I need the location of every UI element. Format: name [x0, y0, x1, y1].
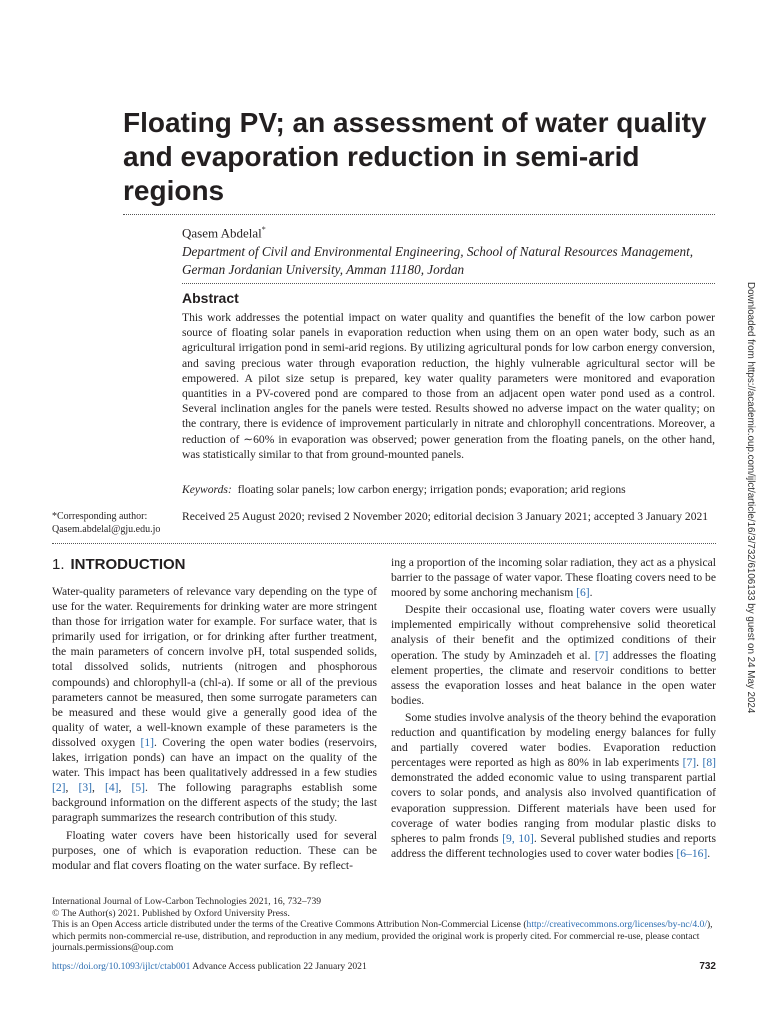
footer-notes: [52, 896, 716, 954]
download-notice: Downloaded from https://academic.oup.com/ijlct/article/16/3/732/6106133 by guest on 24 May 2024: [745, 282, 756, 714]
copyright: © The Author(s) 2021. Published by Oxford University Press.: [52, 907, 290, 919]
section-title: INTRODUCTION: [70, 556, 186, 573]
citation-link[interactable]: [4]: [105, 781, 119, 795]
license-part: ), which permits non-commercial re-use, distribution, and reproduction in any medium, provided the original work is properly cited. For commercial re-use, please contact journals.permissions@oup.com: [52, 919, 713, 954]
section-number: 1.: [52, 556, 65, 573]
corresponding-email[interactable]: Qasem.abdelal@gju.edu.jo: [52, 524, 161, 535]
author-line: [182, 225, 266, 241]
article-title: Floating PV; an assessment of water quality and evaporation reduction in semi-arid regions: [123, 107, 707, 206]
paragraph: Despite their occasional use, floating water covers were usually implemented empirically without comprehensive solid theoretical analysis of their benefit and the optimized conditions of their operation. The study by Aminzadeh et al. [7] addresses the floating element properties, the climate and reservoir conditions to better assess the evaporation losses and heat balance in the open water bodies.: [391, 603, 716, 707]
keywords-text: floating solar panels; low carbon energy; irrigation ponds; evaporation; arid regions: [237, 483, 626, 496]
citation-link[interactable]: [6–16]: [676, 846, 708, 860]
doi-link[interactable]: https://doi.org/10.1093/ijlct/ctab001: [52, 961, 191, 972]
body-column-right: [391, 555, 716, 861]
header-divider: [52, 543, 716, 544]
received-dates: Received 25 August 2020; revised 2 November 2020; editorial decision 3 January 2021; accepted 3 January 2021: [182, 510, 709, 523]
corresponding-author: [52, 510, 172, 536]
paragraph: ing a proportion of the incoming solar radiation, they act as a physical barrier to the passage of water vapor. These floating covers need to be moored by some anchoring mechanism [6].: [391, 556, 716, 600]
citation-link[interactable]: [1]: [140, 735, 155, 749]
paragraph: Floating water covers have been historically used for several purposes, one of which is evaporation reduction. These can be modular and flat covers floating on the water surface. By reflect-: [52, 828, 377, 872]
keywords-label: Keywords:: [182, 483, 232, 496]
paragraph: Some studies involve analysis of the theory behind the evaporation reduction and quantification by modeling energy balances for fully and partially covered water bodies. Evaporation reduction percentages were reported as high as 80% in lab experiments [7]. [8] demonstrated the added economic value to using transparent partial covers to solar ponds, and analysis also involved quantification of evaporation suppression. Different materials have been used for coverage of water bodies ranging from modular plastic disks to spheres to palm fronds [9, 10]. Several published studies and reports address the different technologies used to cover water bodies [6–16].: [391, 710, 717, 860]
author-name: Qasem Abdelal: [182, 225, 262, 241]
page-number: 732: [699, 961, 716, 972]
section-heading: [52, 556, 186, 573]
affiliation-divider: [182, 283, 715, 284]
body-column-left: [52, 584, 377, 873]
journal-citation: International Journal of Low-Carbon Technologies 2021, 16, 732–739: [52, 896, 322, 907]
citation-link[interactable]: [9, 10]: [502, 831, 534, 845]
author-marker: *: [261, 225, 266, 234]
advance-access: Advance Access publication 22 January 2021: [190, 961, 367, 972]
citation-link[interactable]: [7]: [594, 648, 609, 662]
license-link[interactable]: http://creativecommons.org/licenses/by-nc/4.0/: [526, 919, 707, 931]
citation-link[interactable]: [3]: [78, 781, 93, 795]
citation-link[interactable]: [5]: [131, 781, 146, 795]
keywords: [182, 483, 715, 496]
title-divider: [123, 214, 715, 215]
license-text: [52, 919, 716, 954]
abstract-text: This work addresses the potential impact on water quality and quantifies the benefit of the low carbon power source of floating solar panels in evaporation reduction when using them on an open water body, such as an agricultural irrigation pond in semi-arid regions. By utilizing agricultural ponds for low carbon energy conversion, and saving precious water through evaporation reduction, the highly vulnerable agricultural sector will be empowered. A pilot size setup is prepared, key water quality parameters were monitored and evaporation quantities in a PV-covered pond are compared to those from an adjacent open water pond used as a control. Several inclination angles for the panels were tested. Results showed no adverse impact on the water quality; on the contrary, there is evidence of improvement particularly in nitrate and chlorophyll concentrations. Moreover, a reduction of ∼60% in evaporation was observed; power generation from the floating panels, on the other hand, was statistically similar to that from ground-mounted panels.: [182, 311, 715, 461]
license-part: This is an Open Access article distributed under the terms of the Creative Commons Attribution Non-Commercial License (: [52, 919, 527, 931]
abstract-heading: Abstract: [182, 290, 239, 306]
citation-link[interactable]: [6]: [576, 586, 590, 600]
citation-link[interactable]: [8]: [702, 756, 717, 770]
citation-link[interactable]: [7]: [682, 756, 697, 770]
citation-link[interactable]: [2]: [52, 781, 66, 795]
doi-line: [52, 961, 716, 972]
paragraph: Water-quality parameters of relevance vary depending on the type of use for the water. Requirements for drinking water are more stringent than those for irrigation water for example. For surface water, that is primarily used for irrigation, or for drinking after further treatment, the main parameters of concern involve pH, total suspended solids, total dissolved solids, nutrients (nitrogen and phosphorous compounds) and chlorophyll-a (chl-a). If some or all of the previous parameters cannot be measured, then some surrogate parameters can be measured and these would give a generally good idea of the quality of water, a well-known example of these parameters is the dissolved oxygen [1]. Covering the open water bodies (reservoirs, lakes, irrigation ponds) can have an impact on the quality of the water. This impact has been qualitatively addressed in a few studies [2], [3], [4], [5]. The following paragraphs establish some background information on the different aspects of the study; the last paragraph summarizes the research contribution of this study.: [52, 585, 378, 825]
author-affiliation: Department of Civil and Environmental Engineering, School of Natural Resources Management, German Jordanian University, Amman 11180, Jordan: [182, 244, 694, 277]
corresponding-label: *Corresponding author:: [52, 511, 148, 522]
